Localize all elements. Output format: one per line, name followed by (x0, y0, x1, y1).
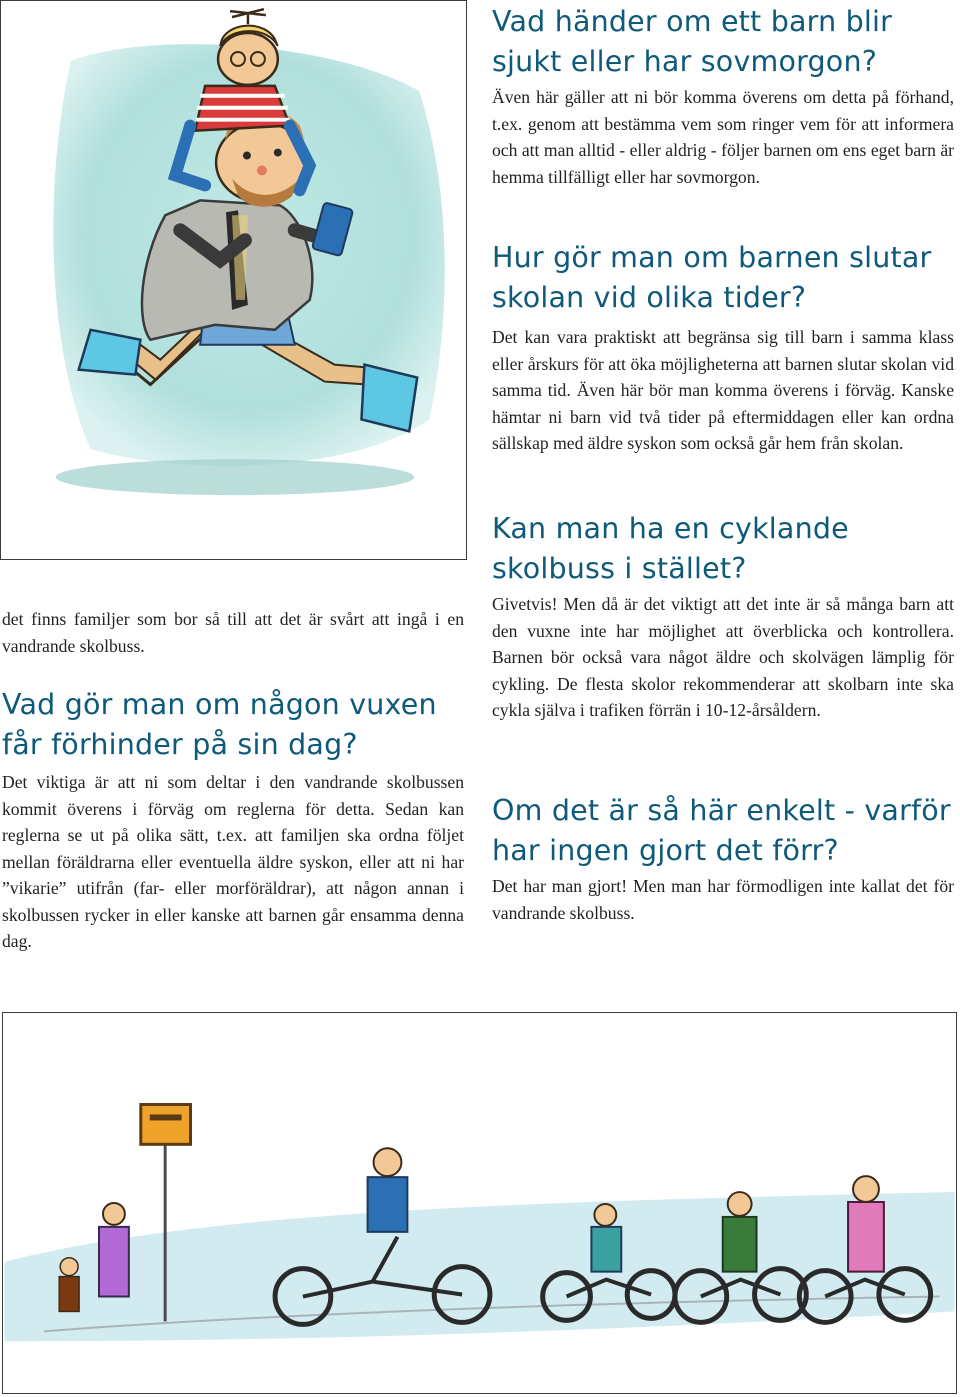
illustration-cycling-bus (2, 1012, 957, 1394)
heading-why-not-before: Om det är så här enkelt - varför har ingen gjort det förr? (492, 794, 951, 867)
cycling-bus-drawing (3, 1013, 956, 1393)
running-parent-drawing (1, 1, 466, 559)
paragraph-adult-unavailable: Det viktiga är att ni som deltar i den vandrande skolbussen kommit överens i förväg om reglerna för detta. Sedan kan reglerna se ut på olika sätt, t.ex. att familjen ska ordna följet mellan föräldrarna eller eventuella äldre syskon, eller att ni har ”vikarie” utifrån (far- eller morföräldrar), att någon annan i skolbussen rycker in eller kanske att barnen går ensamma denna dag. (2, 772, 464, 951)
paragraph-why-not-before: Det har man gjort! Men man har förmodligen inte kallat det för vandrande skolbuss. (492, 876, 954, 923)
left-column (2, 606, 464, 955)
heading-cycling-bus: Kan man ha en cyklande skolbuss i stället? (492, 512, 849, 585)
heading-different-times: Hur gör man om barnen slutar skolan vid olika tider? (492, 241, 932, 314)
heading-sick-child: Vad händer om ett barn blir sjukt eller har sovmorgon? (492, 5, 893, 78)
right-column (492, 0, 954, 923)
paragraph-cycling-bus: Givetvis! Men då är det viktigt att det inte är så många barn att den vuxne inte har möjlighet att överblicka och kontrollera. Barnen bör också vara något äldre och skolvägen lämplig för cykling. De flesta skolor rekommenderar att skolbarn inte ska cykla själva i trafiken förrän i 10-12-årsåldern. (492, 594, 954, 720)
paragraph-sick-child: Även här gäller att ni bör komma överens om detta på förhand, t.ex. genom att bestämma vem som ringer vem för att informera och att man alltid - eller aldrig - följer barnen om ens eget barn är hemma tillfälligt eller har sovmorgon. (492, 87, 954, 187)
heading-adult-unavailable: Vad gör man om någon vuxen får förhinder på sin dag? (2, 688, 437, 761)
paragraph-intro: det finns familjer som bor så till att det är svårt att ingå i en vandrande skolbuss. (2, 609, 464, 656)
illustration-running-parent (0, 0, 467, 560)
paragraph-different-times: Det kan vara praktiskt att begränsa sig till barn i samma klass eller årskurs för att öka möjligheterna att barnen slutar skolan vid samma tid. Även här bör man komma överens i förväg. Kanske hämtar ni barn vid två tider på eftermiddagen eller kan ordna sällskap med äldre syskon som också går hem från skolan. (492, 327, 954, 453)
